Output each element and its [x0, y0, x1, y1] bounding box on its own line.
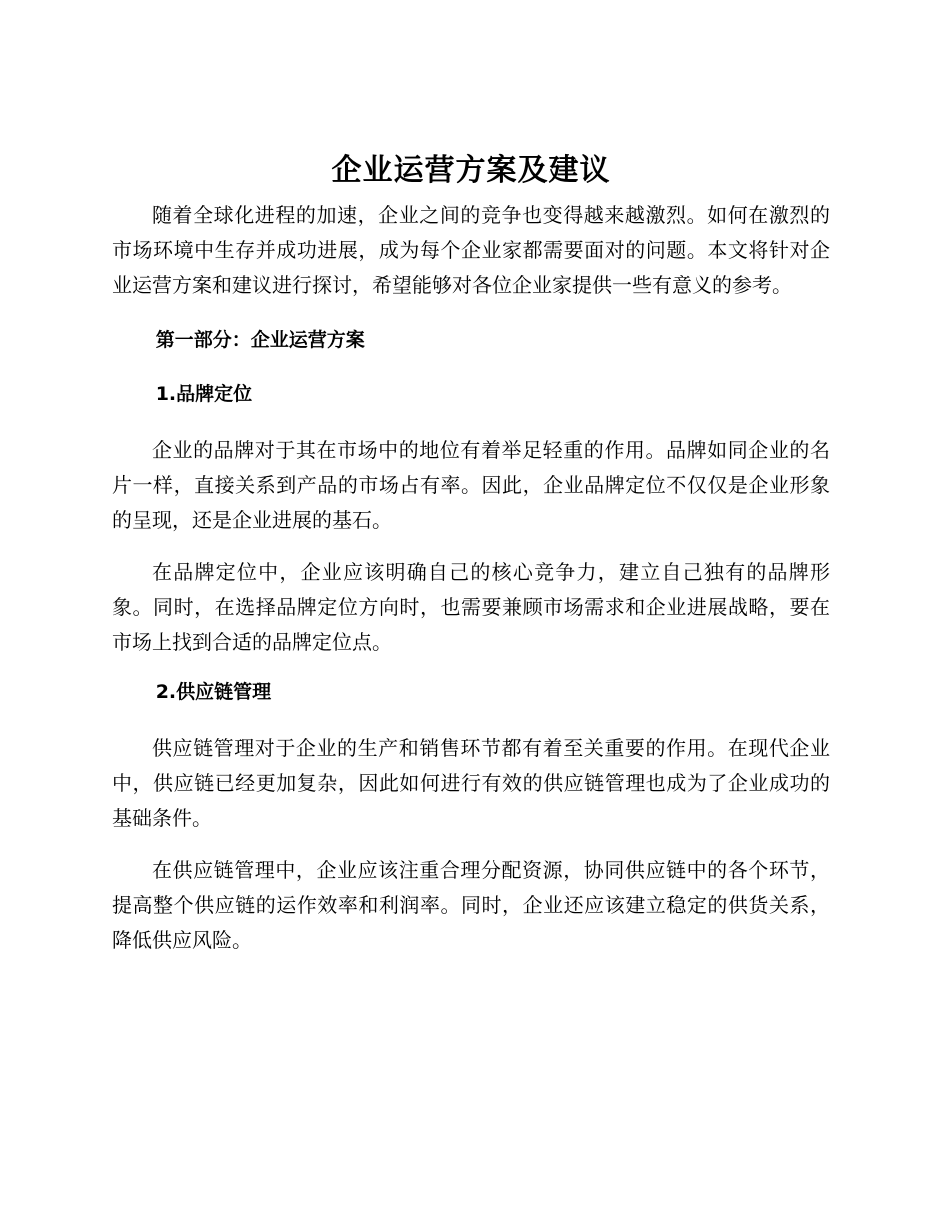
body-paragraph: 在供应链管理中，企业应该注重合理分配资源，协同供应链中的各个环节，提高整个供应链的运作效率和利润率。同时，企业还应该建立稳定的供货关系，降低供应风险。: [112, 858, 830, 952]
body-paragraph: 在品牌定位中，企业应该明确自己的核心竞争力，建立自己独有的品牌形象。同时，在选择品牌定位方向时，也需要兼顾市场需求和企业进展战略，要在市场上找到合适的品牌定位点。: [112, 560, 830, 654]
section-heading-supply-chain: 2.供应链管理: [155, 681, 272, 703]
body-paragraph: 企业的品牌对于其在市场中的地位有着举足轻重的作用。品牌如同企业的名片一样，直接关系到产品的市场占有率。因此，企业品牌定位不仅仅是企业形象的呈现，还是企业进展的基石。: [112, 438, 830, 532]
body-paragraph: 供应链管理对于企业的生产和销售环节都有着至关重要的作用。在现代企业中，供应链已经更加复杂，因此如何进行有效的供应链管理也成为了企业成功的基础条件。: [112, 736, 830, 830]
part-heading: 第一部分：企业运营方案: [155, 329, 365, 351]
section-heading-brand: 1.品牌定位: [155, 383, 253, 405]
document-page: [112, 148, 830, 975]
document-title: 企业运营方案及建议: [331, 153, 611, 188]
intro-paragraph: 随着全球化进程的加速，企业之间的竞争也变得越来越激烈。如何在激烈的市场环境中生存并成功进展，成为每个企业家都需要面对的问题。本文将针对企业运营方案和建议进行探讨，希望能够对各位企业家提供一些有意义的参考。: [112, 203, 830, 297]
